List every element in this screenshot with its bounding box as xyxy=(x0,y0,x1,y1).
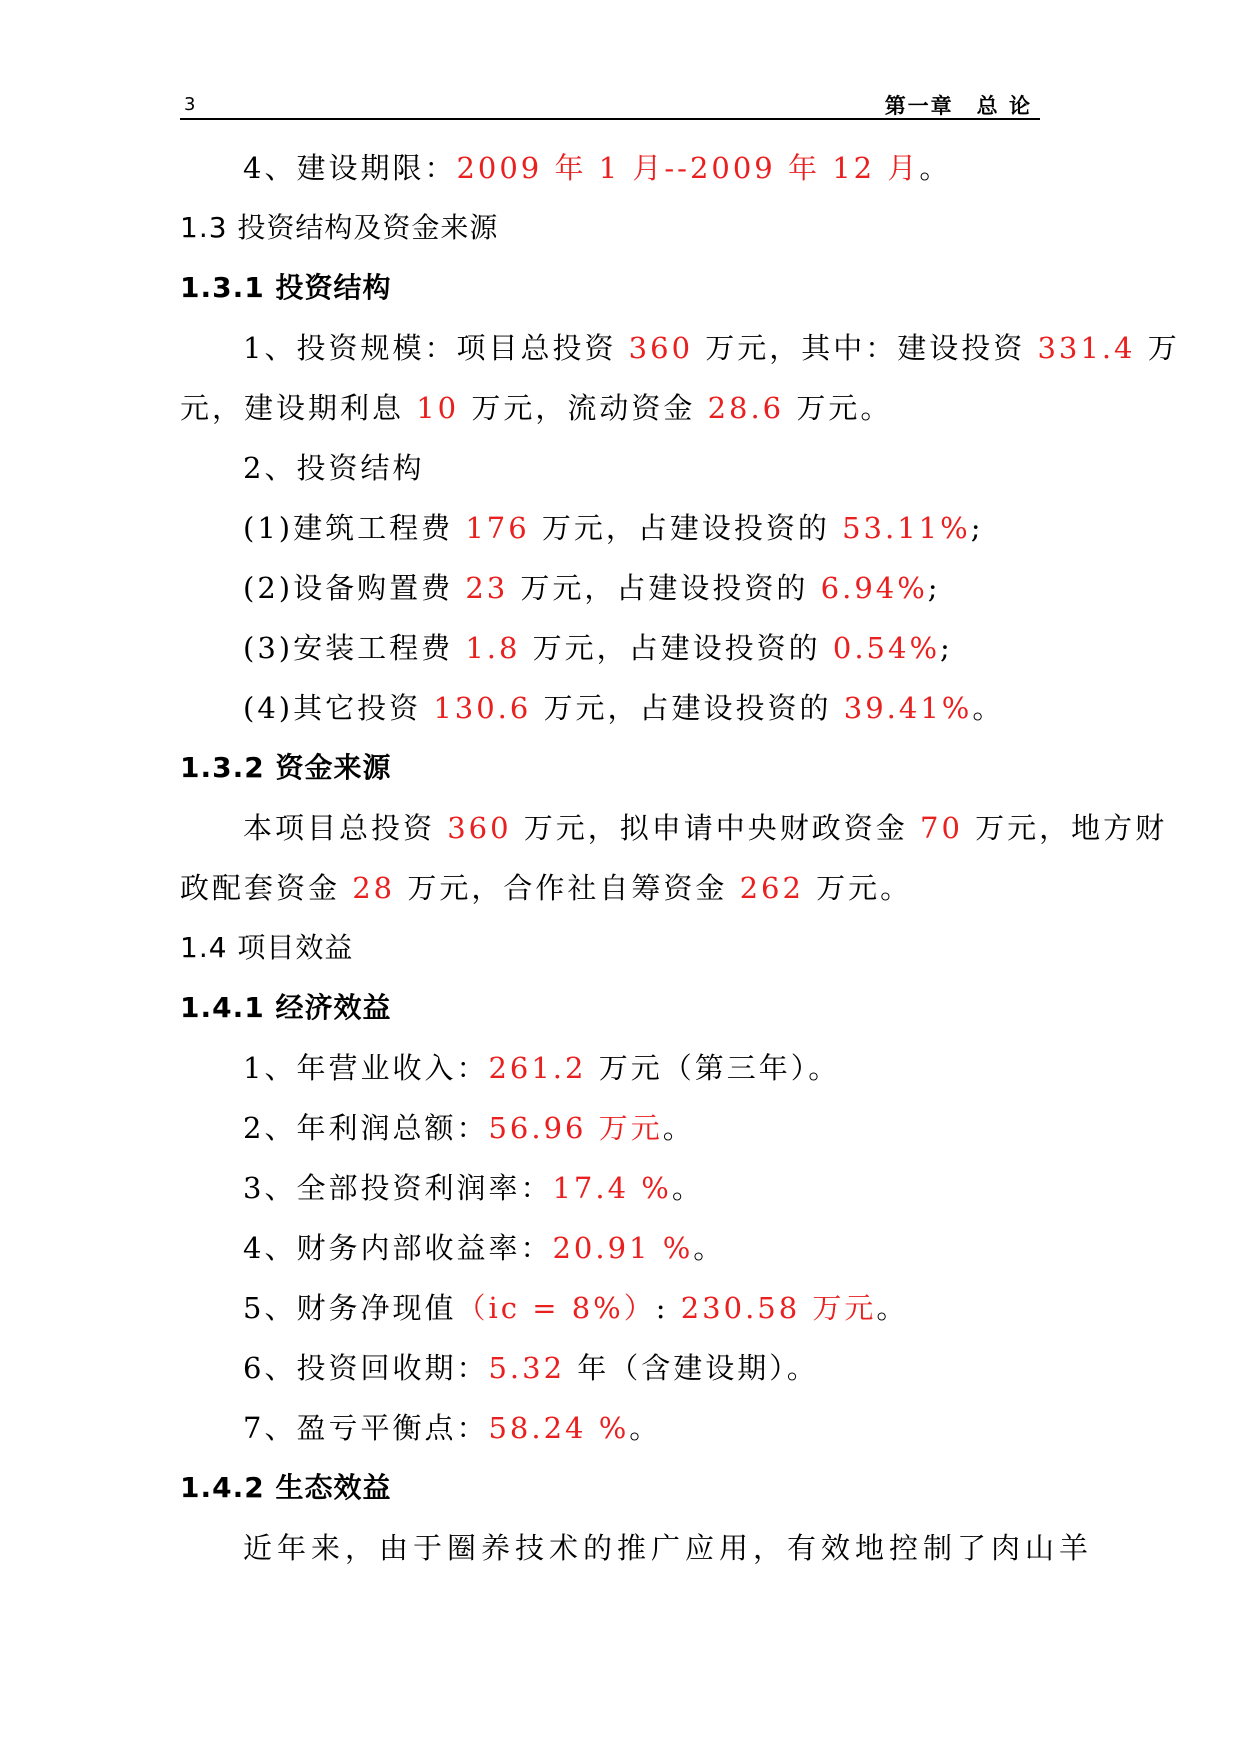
irr-line: 4、财务内部收益率：20.91 %。 xyxy=(243,1231,726,1265)
breakeven-line: 7、盈亏平衡点：58.24 %。 xyxy=(243,1411,662,1445)
section-heading-1-4-2: 1.4.2 生态效益 xyxy=(180,1471,392,1504)
investment-structure-label: 2、投资结构 xyxy=(243,451,425,485)
npv-line: 5、财务净现值（ic = 8%）: 230.58 万元。 xyxy=(243,1291,909,1325)
funding-source-line-2: 政配套资金 28 万元，合作社自筹资金 262 万元。 xyxy=(180,871,913,905)
investment-scale-line-2: 元，建设期利息 10 万元，流动资金 28.6 万元。 xyxy=(180,391,893,425)
section-heading-1-4: 1.4 项目效益 xyxy=(180,931,354,964)
section-heading-1-3-2: 1.3.2 资金来源 xyxy=(180,751,392,784)
ecological-benefit-paragraph: 近年来，由于圈养技术的推广应用，有效地控制了肉山羊 xyxy=(243,1531,1094,1565)
page-number: 3 xyxy=(184,94,196,115)
construction-period-line: 4、建设期限：2009 年 1 月--2009 年 12 月。 xyxy=(243,151,952,185)
installation-cost-line: (3)安装工程费 1.8 万元，占建设投资的 0.54%; xyxy=(243,631,953,665)
equipment-cost-line: (2)设备购置费 23 万元，占建设投资的 6.94%; xyxy=(243,571,941,605)
section-heading-1-4-1: 1.4.1 经济效益 xyxy=(180,991,392,1024)
section-heading-1-3-1: 1.3.1 投资结构 xyxy=(180,271,392,304)
other-investment-line: (4)其它投资 130.6 万元，占建设投资的 39.41%。 xyxy=(243,691,1005,725)
payback-period-line: 6、投资回收期：5.32 年（含建设期）。 xyxy=(243,1351,819,1385)
section-heading-1-3: 1.3 投资结构及资金来源 xyxy=(180,211,499,244)
page-header xyxy=(180,88,1040,120)
annual-revenue-line: 1、年营业收入：261.2 万元（第三年）。 xyxy=(243,1051,841,1085)
investment-scale-line-1: 1、投资规模：项目总投资 360 万元，其中：建设投资 331.4 万 xyxy=(243,331,1180,365)
profit-rate-line: 3、全部投资利润率：17.4 %。 xyxy=(243,1171,704,1205)
annual-profit-line: 2、年利润总额：56.96 万元。 xyxy=(243,1111,695,1145)
funding-source-line-1: 本项目总投资 360 万元，拟申请中央财政资金 70 万元，地方财 xyxy=(243,811,1168,845)
chapter-title: 第一章 总 论 xyxy=(884,94,1032,118)
building-cost-line: (1)建筑工程费 176 万元，占建设投资的 53.11%; xyxy=(243,511,984,545)
